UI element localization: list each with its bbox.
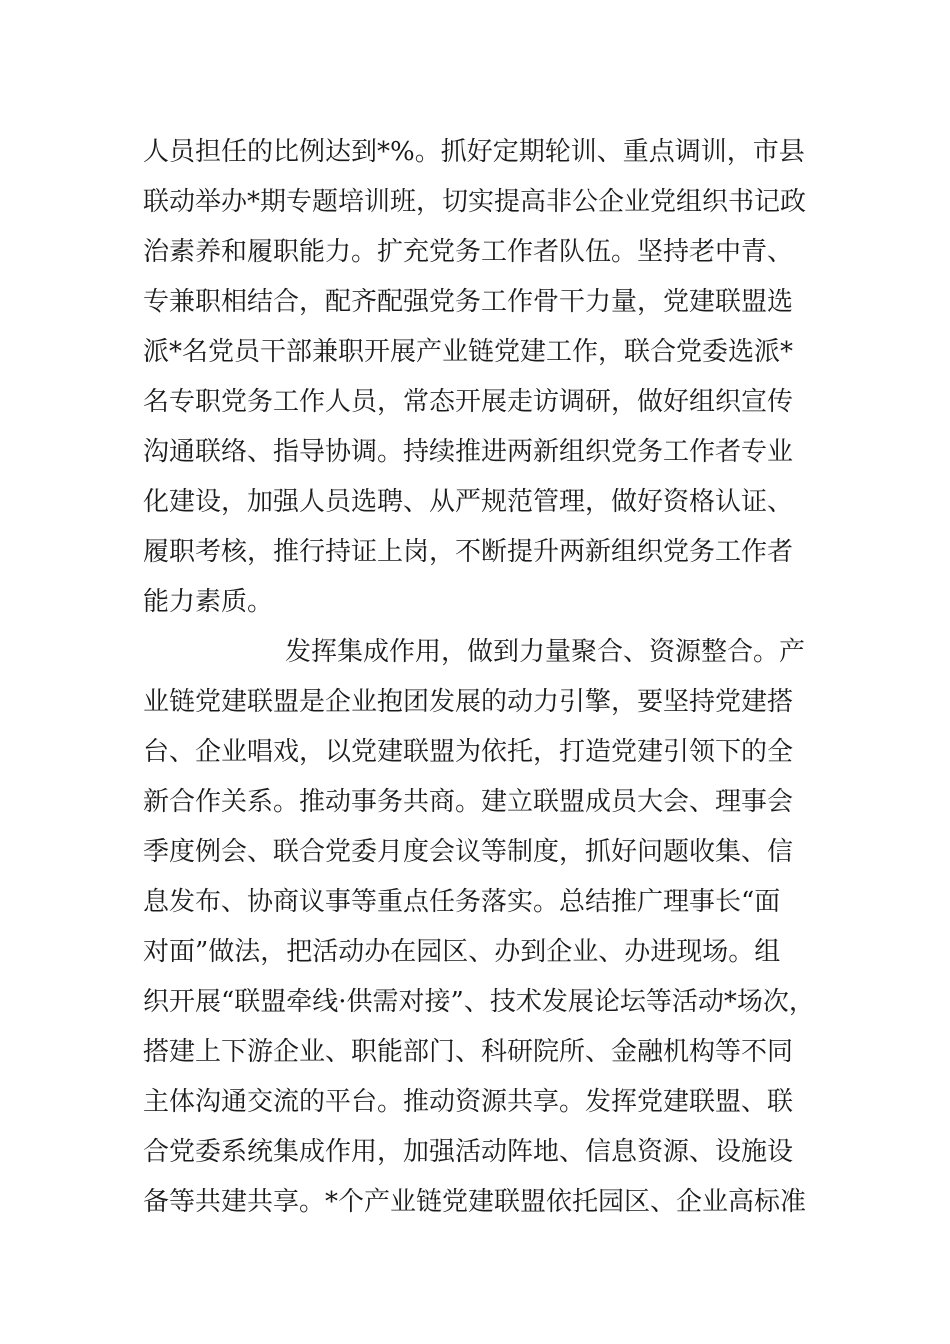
text-line: 台、企业唱戏，以党建联盟为依托，打造党建引领下的全 [143, 737, 794, 767]
text-line: 主体沟通交流的平台。推动资源共享。发挥党建联盟、联 [143, 1087, 794, 1117]
text-line: 织开展“联盟牵线·供需对接”、技术发展论坛等活动*场次， [143, 987, 815, 1017]
text-line: 季度例会、联合党委月度会议等制度，抓好问题收集、信 [143, 837, 794, 867]
text-line: 联动举办*期专题培训班，切实提高非公企业党组织书记政 [143, 187, 807, 217]
text-line: 治素养和履职能力。扩充党务工作者队伍。坚持老中青、 [143, 237, 794, 267]
text-line: 业链党建联盟是企业抱团发展的动力引擎，要坚持党建搭 [143, 687, 794, 717]
text-line: 履职考核，推行持证上岗，不断提升两新组织党务工作者 [143, 537, 794, 567]
paragraph-heading-line: 发挥集成作用，做到力量聚合、资源整合。产 [285, 637, 806, 667]
text-line: 能力素质。 [143, 587, 274, 617]
text-line: 专兼职相结合，配齐配强党务工作骨干力量，党建联盟选 [143, 287, 794, 317]
text-line: 息发布、协商议事等重点任务落实。总结推广理事长“面 [143, 887, 781, 917]
text-line: 化建设，加强人员选聘、从严规范管理，做好资格认证、 [143, 487, 794, 517]
text-line: 备等共建共享。*个产业链党建联盟依托园区、企业高标准 [143, 1187, 807, 1217]
text-line: 派*名党员干部兼职开展产业链党建工作，联合党委选派* [143, 337, 794, 367]
text-line: 沟通联络、指导协调。持续推进两新组织党务工作者专业 [143, 437, 794, 467]
text-line: 人员担任的比例达到*%。抓好定期轮训、重点调训，市县 [143, 137, 805, 167]
text-line: 新合作关系。推动事务共商。建立联盟成员大会、理事会 [143, 787, 794, 817]
text-line: 搭建上下游企业、职能部门、科研院所、金融机构等不同 [143, 1037, 794, 1067]
text-line: 名专职党务工作人员，常态开展走访调研，做好组织宣传 [143, 387, 794, 417]
text-line: 合党委系统集成作用，加强活动阵地、信息资源、设施设 [143, 1137, 794, 1167]
text-line: 对面”做法，把活动办在园区、办到企业、办进现场。组 [143, 937, 781, 967]
